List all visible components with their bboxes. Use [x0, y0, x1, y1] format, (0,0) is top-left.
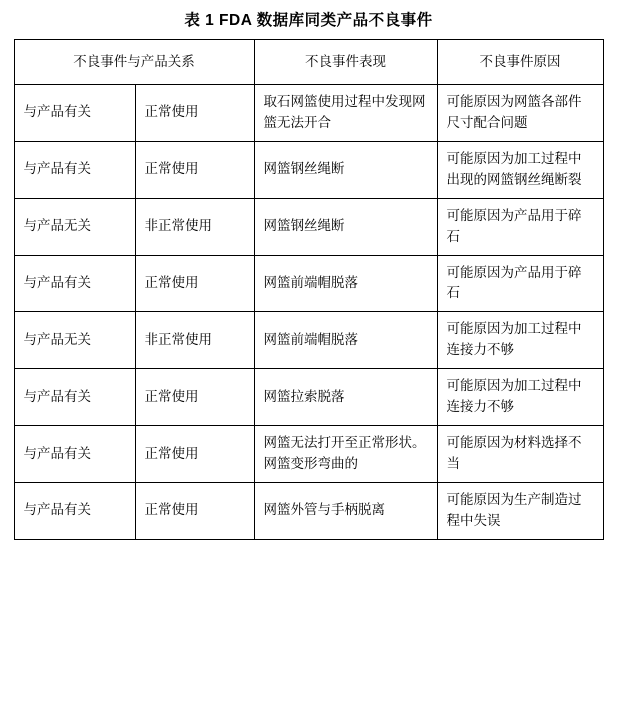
cell-relation: 与产品有关 — [14, 482, 135, 539]
cell-cause: 可能原因为网篮各部件尺寸配合问题 — [437, 85, 603, 142]
cell-cause: 可能原因为加工过程中连接力不够 — [437, 369, 603, 426]
cell-usage: 正常使用 — [135, 426, 254, 483]
table-row — [14, 482, 603, 539]
table-row — [14, 369, 603, 426]
cell-manifestation: 取石网篮使用过程中发现网篮无法开合 — [254, 85, 437, 142]
table-row — [14, 141, 603, 198]
table-header — [14, 40, 603, 85]
cell-relation: 与产品有关 — [14, 255, 135, 312]
cell-usage: 正常使用 — [135, 141, 254, 198]
header-manifestation: 不良事件表现 — [254, 40, 437, 85]
cell-usage: 正常使用 — [135, 369, 254, 426]
cell-usage: 非正常使用 — [135, 198, 254, 255]
header-cause: 不良事件原因 — [437, 40, 603, 85]
cell-cause: 可能原因为材料选择不当 — [437, 426, 603, 483]
table-row — [14, 312, 603, 369]
cell-manifestation: 网篮拉索脱落 — [254, 369, 437, 426]
table-body — [14, 85, 603, 540]
cell-manifestation: 网篮前端帽脱落 — [254, 255, 437, 312]
header-row — [14, 40, 603, 85]
table-caption: 表 1 FDA 数据库同类产品不良事件 — [184, 12, 433, 29]
cell-usage: 正常使用 — [135, 482, 254, 539]
cell-manifestation: 网篮无法打开至正常形状。网篮变形弯曲的 — [254, 426, 437, 483]
header-relation: 不良事件与产品关系 — [14, 40, 254, 85]
cell-relation: 与产品有关 — [14, 141, 135, 198]
cell-relation: 与产品有关 — [14, 426, 135, 483]
table-row — [14, 255, 603, 312]
table-row — [14, 85, 603, 142]
cell-cause: 可能原因为产品用于碎石 — [437, 198, 603, 255]
cell-manifestation: 网篮钢丝绳断 — [254, 198, 437, 255]
table-row — [14, 426, 603, 483]
cell-cause: 可能原因为加工过程中出现的网篮钢丝绳断裂 — [437, 141, 603, 198]
cell-manifestation: 网篮前端帽脱落 — [254, 312, 437, 369]
cell-usage: 正常使用 — [135, 255, 254, 312]
table-row — [14, 198, 603, 255]
cell-manifestation: 网篮钢丝绳断 — [254, 141, 437, 198]
cell-usage: 正常使用 — [135, 85, 254, 142]
cell-cause: 可能原因为产品用于碎石 — [437, 255, 603, 312]
cell-cause: 可能原因为生产制造过程中失误 — [437, 482, 603, 539]
cell-relation: 与产品无关 — [14, 312, 135, 369]
cell-usage: 非正常使用 — [135, 312, 254, 369]
cell-manifestation: 网篮外管与手柄脱离 — [254, 482, 437, 539]
cell-cause: 可能原因为加工过程中连接力不够 — [437, 312, 603, 369]
cell-relation: 与产品有关 — [14, 369, 135, 426]
cell-relation: 与产品有关 — [14, 85, 135, 142]
fda-adverse-events-table — [14, 39, 604, 540]
cell-relation: 与产品无关 — [14, 198, 135, 255]
